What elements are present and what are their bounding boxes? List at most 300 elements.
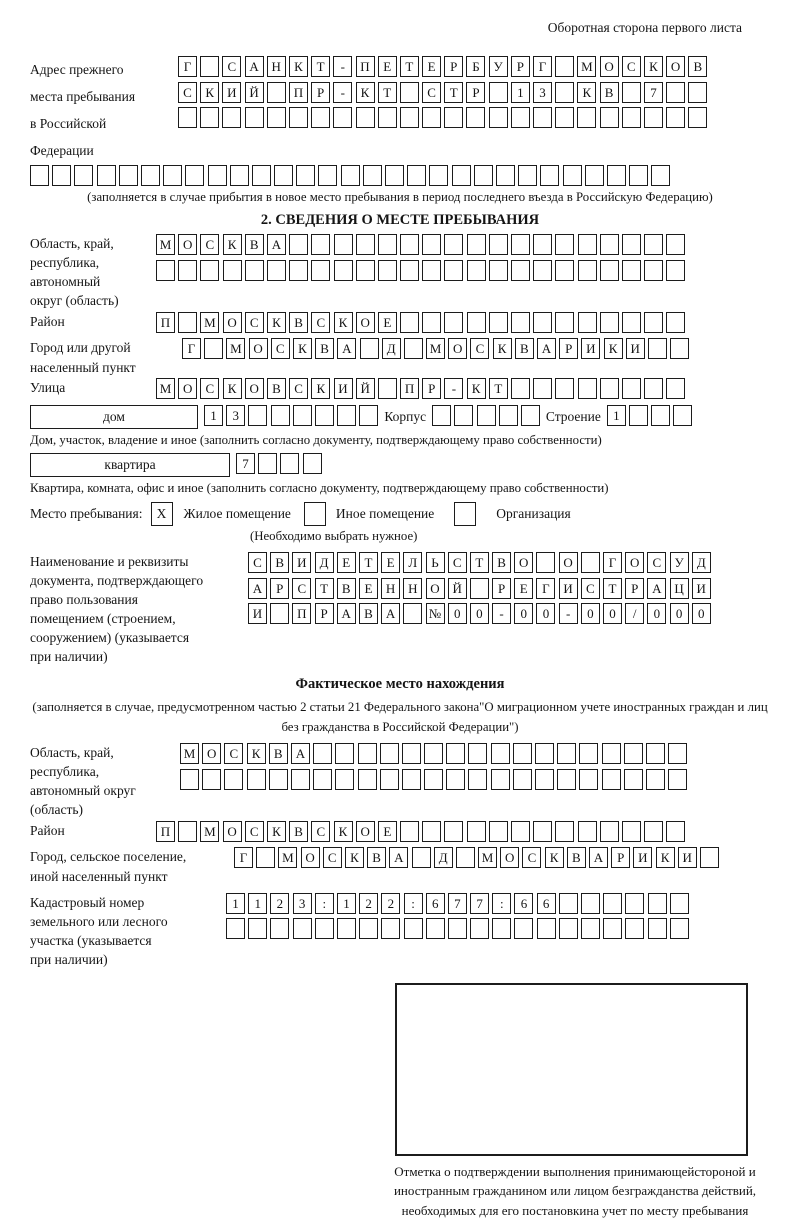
char-cell[interactable]	[555, 82, 574, 103]
char-cell[interactable]: Н	[403, 578, 422, 599]
char-cell[interactable]: П	[356, 56, 375, 77]
char-cell[interactable]	[289, 107, 308, 128]
char-cell[interactable]: 0	[514, 603, 533, 624]
char-cell[interactable]	[256, 847, 275, 868]
char-cell[interactable]: Д	[692, 552, 711, 573]
char-cell[interactable]	[360, 338, 379, 359]
char-cell[interactable]: М	[180, 743, 199, 764]
char-cell[interactable]	[141, 165, 160, 186]
char-cell[interactable]	[557, 743, 576, 764]
char-cell[interactable]	[670, 893, 689, 914]
char-cell[interactable]	[422, 107, 441, 128]
char-cell[interactable]: О	[223, 312, 242, 333]
char-cell[interactable]: П	[400, 378, 419, 399]
char-cell[interactable]: Л	[403, 552, 422, 573]
char-cell[interactable]: Т	[315, 578, 334, 599]
char-cell[interactable]	[404, 918, 423, 939]
char-cell[interactable]: О	[301, 847, 320, 868]
char-cell[interactable]: О	[356, 821, 375, 842]
char-cell[interactable]: К	[644, 56, 663, 77]
char-cell[interactable]	[407, 165, 426, 186]
char-cell[interactable]: О	[514, 552, 533, 573]
char-cell[interactable]: Р	[611, 847, 630, 868]
char-cell[interactable]	[607, 165, 626, 186]
char-cell[interactable]	[446, 743, 465, 764]
char-cell[interactable]: 0	[581, 603, 600, 624]
char-cell[interactable]: -	[559, 603, 578, 624]
char-cell[interactable]: К	[311, 378, 330, 399]
char-cell[interactable]: А	[647, 578, 666, 599]
char-cell[interactable]	[444, 312, 463, 333]
char-cell[interactable]: Р	[511, 56, 530, 77]
char-cell[interactable]: С	[522, 847, 541, 868]
char-cell[interactable]	[600, 312, 619, 333]
char-cell[interactable]	[644, 234, 663, 255]
char-cell[interactable]	[535, 769, 554, 790]
char-cell[interactable]	[622, 82, 641, 103]
char-cell[interactable]: С	[311, 312, 330, 333]
char-cell[interactable]: -	[444, 378, 463, 399]
char-cell[interactable]	[185, 165, 204, 186]
char-cell[interactable]	[555, 234, 574, 255]
char-cell[interactable]	[359, 405, 378, 426]
char-cell[interactable]	[422, 821, 441, 842]
char-cell[interactable]	[521, 405, 540, 426]
char-cell[interactable]	[578, 234, 597, 255]
char-cell[interactable]: К	[545, 847, 564, 868]
char-cell[interactable]	[245, 260, 264, 281]
char-cell[interactable]	[402, 769, 421, 790]
char-cell[interactable]: Ь	[426, 552, 445, 573]
char-cell[interactable]: В	[367, 847, 386, 868]
char-cell[interactable]	[267, 107, 286, 128]
char-cell[interactable]	[668, 743, 687, 764]
char-cell[interactable]: М	[478, 847, 497, 868]
char-cell[interactable]: О	[500, 847, 519, 868]
char-cell[interactable]: О	[426, 578, 445, 599]
char-cell[interactable]	[400, 312, 419, 333]
char-cell[interactable]: К	[334, 821, 353, 842]
char-cell[interactable]: О	[245, 378, 264, 399]
char-cell[interactable]	[537, 918, 556, 939]
char-cell[interactable]: С	[245, 312, 264, 333]
char-cell[interactable]: В	[359, 603, 378, 624]
char-cell[interactable]: П	[156, 312, 175, 333]
char-cell[interactable]	[489, 312, 508, 333]
char-cell[interactable]: К	[345, 847, 364, 868]
char-cell[interactable]: П	[289, 82, 308, 103]
char-cell[interactable]	[648, 918, 667, 939]
char-cell[interactable]	[315, 918, 334, 939]
char-cell[interactable]	[224, 769, 243, 790]
char-cell[interactable]	[492, 918, 511, 939]
char-cell[interactable]: В	[492, 552, 511, 573]
char-cell[interactable]: 6	[537, 893, 556, 914]
char-cell[interactable]: Е	[378, 312, 397, 333]
char-cell[interactable]	[454, 405, 473, 426]
char-cell[interactable]	[97, 165, 116, 186]
char-cell[interactable]	[222, 107, 241, 128]
char-cell[interactable]	[535, 743, 554, 764]
char-cell[interactable]	[651, 165, 670, 186]
char-cell[interactable]: В	[289, 312, 308, 333]
char-cell[interactable]	[252, 165, 271, 186]
char-cell[interactable]	[468, 743, 487, 764]
char-cell[interactable]	[223, 260, 242, 281]
char-cell[interactable]: О	[202, 743, 221, 764]
char-cell[interactable]	[378, 378, 397, 399]
char-cell[interactable]	[581, 552, 600, 573]
char-cell[interactable]	[178, 107, 197, 128]
char-cell[interactable]: Р	[422, 378, 441, 399]
char-cell[interactable]: Т	[489, 378, 508, 399]
char-cell[interactable]	[533, 234, 552, 255]
char-cell[interactable]	[271, 405, 290, 426]
char-cell[interactable]	[163, 165, 182, 186]
char-cell[interactable]: В	[688, 56, 707, 77]
char-cell[interactable]: Й	[356, 378, 375, 399]
char-cell[interactable]: Г	[533, 56, 552, 77]
char-cell[interactable]: Г	[234, 847, 253, 868]
char-cell[interactable]	[467, 312, 486, 333]
char-cell[interactable]	[578, 312, 597, 333]
char-cell[interactable]: А	[389, 847, 408, 868]
char-cell[interactable]	[180, 769, 199, 790]
char-cell[interactable]: 0	[448, 603, 467, 624]
char-cell[interactable]: М	[200, 821, 219, 842]
char-cell[interactable]	[555, 821, 574, 842]
char-cell[interactable]	[248, 405, 267, 426]
char-cell[interactable]	[600, 260, 619, 281]
char-cell[interactable]: И	[581, 338, 600, 359]
char-cell[interactable]	[400, 82, 419, 103]
char-cell[interactable]: Й	[245, 82, 264, 103]
char-cell[interactable]: А	[248, 578, 267, 599]
char-cell[interactable]: М	[226, 338, 245, 359]
char-cell[interactable]	[456, 847, 475, 868]
char-cell[interactable]: К	[293, 338, 312, 359]
char-cell[interactable]	[178, 260, 197, 281]
char-cell[interactable]	[489, 260, 508, 281]
char-cell[interactable]: 1	[607, 405, 626, 426]
char-cell[interactable]	[270, 918, 289, 939]
char-cell[interactable]: Т	[311, 56, 330, 77]
char-cell[interactable]	[52, 165, 71, 186]
char-cell[interactable]	[511, 107, 530, 128]
char-cell[interactable]: Н	[267, 56, 286, 77]
char-cell[interactable]	[311, 260, 330, 281]
char-cell[interactable]	[335, 743, 354, 764]
char-cell[interactable]	[247, 769, 266, 790]
char-cell[interactable]	[400, 234, 419, 255]
char-cell[interactable]: У	[670, 552, 689, 573]
char-cell[interactable]	[666, 378, 685, 399]
char-cell[interactable]	[470, 918, 489, 939]
char-cell[interactable]	[514, 918, 533, 939]
char-cell[interactable]	[269, 769, 288, 790]
char-cell[interactable]: О	[625, 552, 644, 573]
char-cell[interactable]	[629, 405, 648, 426]
char-cell[interactable]: 1	[337, 893, 356, 914]
char-cell[interactable]	[603, 918, 622, 939]
char-cell[interactable]: К	[604, 338, 623, 359]
char-cell[interactable]: С	[470, 338, 489, 359]
char-cell[interactable]: А	[245, 56, 264, 77]
char-cell[interactable]	[30, 165, 49, 186]
char-cell[interactable]: 0	[647, 603, 666, 624]
stay-type-checkbox-organization[interactable]	[454, 502, 476, 526]
char-cell[interactable]: А	[267, 234, 286, 255]
char-cell[interactable]: В	[567, 847, 586, 868]
char-cell[interactable]	[444, 107, 463, 128]
char-cell[interactable]	[402, 743, 421, 764]
char-cell[interactable]: А	[291, 743, 310, 764]
char-cell[interactable]: К	[467, 378, 486, 399]
char-cell[interactable]	[313, 743, 332, 764]
char-cell[interactable]: К	[267, 821, 286, 842]
char-cell[interactable]	[644, 378, 663, 399]
char-cell[interactable]	[646, 743, 665, 764]
char-cell[interactable]	[318, 165, 337, 186]
char-cell[interactable]	[452, 165, 471, 186]
char-cell[interactable]	[467, 260, 486, 281]
char-cell[interactable]: М	[156, 234, 175, 255]
char-cell[interactable]	[511, 260, 530, 281]
char-cell[interactable]	[489, 234, 508, 255]
char-cell[interactable]: С	[289, 378, 308, 399]
char-cell[interactable]	[467, 234, 486, 255]
char-cell[interactable]: К	[577, 82, 596, 103]
char-cell[interactable]	[267, 82, 286, 103]
char-cell[interactable]	[585, 165, 604, 186]
char-cell[interactable]: И	[334, 378, 353, 399]
char-cell[interactable]	[289, 234, 308, 255]
char-cell[interactable]	[644, 821, 663, 842]
char-cell[interactable]: 2	[359, 893, 378, 914]
char-cell[interactable]	[511, 234, 530, 255]
char-cell[interactable]: :	[315, 893, 334, 914]
char-cell[interactable]: Е	[422, 56, 441, 77]
char-cell[interactable]	[578, 821, 597, 842]
char-cell[interactable]: О	[356, 312, 375, 333]
char-cell[interactable]	[358, 743, 377, 764]
char-cell[interactable]	[274, 165, 293, 186]
char-cell[interactable]	[468, 769, 487, 790]
char-cell[interactable]: -	[333, 56, 352, 77]
char-cell[interactable]	[403, 603, 422, 624]
char-cell[interactable]: 0	[670, 603, 689, 624]
char-cell[interactable]	[668, 769, 687, 790]
char-cell[interactable]: Р	[270, 578, 289, 599]
char-cell[interactable]: 0	[470, 603, 489, 624]
char-cell[interactable]	[359, 918, 378, 939]
char-cell[interactable]: О	[666, 56, 685, 77]
char-cell[interactable]: А	[337, 603, 356, 624]
char-cell[interactable]: Е	[514, 578, 533, 599]
char-cell[interactable]: 0	[692, 603, 711, 624]
char-cell[interactable]: 0	[603, 603, 622, 624]
char-cell[interactable]	[356, 234, 375, 255]
char-cell[interactable]	[622, 378, 641, 399]
char-cell[interactable]	[536, 552, 555, 573]
char-cell[interactable]: М	[156, 378, 175, 399]
char-cell[interactable]	[429, 165, 448, 186]
char-cell[interactable]: К	[334, 312, 353, 333]
char-cell[interactable]	[422, 312, 441, 333]
char-cell[interactable]: 0	[536, 603, 555, 624]
char-cell[interactable]: Ц	[670, 578, 689, 599]
char-cell[interactable]	[600, 107, 619, 128]
char-cell[interactable]: Д	[315, 552, 334, 573]
char-cell[interactable]: 3	[226, 405, 245, 426]
char-cell[interactable]: С	[224, 743, 243, 764]
char-cell[interactable]: И	[292, 552, 311, 573]
char-cell[interactable]: К	[267, 312, 286, 333]
char-cell[interactable]	[563, 165, 582, 186]
char-cell[interactable]	[337, 405, 356, 426]
char-cell[interactable]: Д	[382, 338, 401, 359]
char-cell[interactable]	[334, 234, 353, 255]
char-cell[interactable]	[533, 107, 552, 128]
char-cell[interactable]: С	[311, 821, 330, 842]
char-cell[interactable]: Т	[603, 578, 622, 599]
char-cell[interactable]: Г	[603, 552, 622, 573]
char-cell[interactable]	[540, 165, 559, 186]
char-cell[interactable]: Г	[536, 578, 555, 599]
char-cell[interactable]	[688, 82, 707, 103]
char-cell[interactable]: 7	[236, 453, 255, 474]
char-cell[interactable]: В	[267, 378, 286, 399]
char-cell[interactable]: С	[647, 552, 666, 573]
char-cell[interactable]	[625, 918, 644, 939]
char-cell[interactable]	[444, 821, 463, 842]
char-cell[interactable]: Г	[178, 56, 197, 77]
char-cell[interactable]	[581, 893, 600, 914]
char-cell[interactable]	[200, 260, 219, 281]
char-cell[interactable]: /	[625, 603, 644, 624]
char-cell[interactable]	[622, 312, 641, 333]
char-cell[interactable]: В	[337, 578, 356, 599]
char-cell[interactable]	[341, 165, 360, 186]
char-cell[interactable]: 3	[533, 82, 552, 103]
char-cell[interactable]: И	[692, 578, 711, 599]
char-cell[interactable]	[424, 743, 443, 764]
char-cell[interactable]	[258, 453, 277, 474]
char-cell[interactable]	[651, 405, 670, 426]
char-cell[interactable]: С	[581, 578, 600, 599]
char-cell[interactable]	[489, 821, 508, 842]
char-cell[interactable]: С	[200, 234, 219, 255]
char-cell[interactable]	[356, 260, 375, 281]
char-cell[interactable]	[267, 260, 286, 281]
char-cell[interactable]: О	[600, 56, 619, 77]
char-cell[interactable]	[644, 312, 663, 333]
char-cell[interactable]: В	[245, 234, 264, 255]
char-cell[interactable]	[432, 405, 451, 426]
char-cell[interactable]	[474, 165, 493, 186]
char-cell[interactable]: Н	[381, 578, 400, 599]
char-cell[interactable]: Т	[359, 552, 378, 573]
char-cell[interactable]	[489, 82, 508, 103]
char-cell[interactable]	[559, 893, 578, 914]
char-cell[interactable]	[444, 234, 463, 255]
char-cell[interactable]	[156, 260, 175, 281]
char-cell[interactable]: И	[678, 847, 697, 868]
char-cell[interactable]	[245, 107, 264, 128]
char-cell[interactable]	[248, 918, 267, 939]
char-cell[interactable]: И	[559, 578, 578, 599]
char-cell[interactable]: :	[492, 893, 511, 914]
char-cell[interactable]	[555, 312, 574, 333]
char-cell[interactable]: В	[269, 743, 288, 764]
char-cell[interactable]: К	[493, 338, 512, 359]
char-cell[interactable]: Е	[381, 552, 400, 573]
char-cell[interactable]: 7	[448, 893, 467, 914]
char-cell[interactable]	[333, 107, 352, 128]
char-cell[interactable]: Р	[466, 82, 485, 103]
char-cell[interactable]	[646, 769, 665, 790]
char-cell[interactable]: П	[156, 821, 175, 842]
char-cell[interactable]: Г	[182, 338, 201, 359]
char-cell[interactable]	[400, 821, 419, 842]
char-cell[interactable]: Р	[625, 578, 644, 599]
char-cell[interactable]	[491, 743, 510, 764]
char-cell[interactable]	[602, 769, 621, 790]
char-cell[interactable]	[666, 312, 685, 333]
char-cell[interactable]	[378, 234, 397, 255]
char-cell[interactable]	[311, 107, 330, 128]
char-cell[interactable]: -	[333, 82, 352, 103]
char-cell[interactable]: О	[223, 821, 242, 842]
char-cell[interactable]	[496, 165, 515, 186]
char-cell[interactable]	[400, 107, 419, 128]
char-cell[interactable]	[385, 165, 404, 186]
char-cell[interactable]: Д	[434, 847, 453, 868]
char-cell[interactable]	[511, 378, 530, 399]
char-cell[interactable]	[670, 338, 689, 359]
char-cell[interactable]: №	[426, 603, 445, 624]
char-cell[interactable]	[470, 578, 489, 599]
char-cell[interactable]	[315, 405, 334, 426]
char-cell[interactable]: :	[404, 893, 423, 914]
char-cell[interactable]: Р	[315, 603, 334, 624]
char-cell[interactable]	[666, 234, 685, 255]
char-cell[interactable]	[581, 918, 600, 939]
char-cell[interactable]: М	[426, 338, 445, 359]
char-cell[interactable]	[688, 107, 707, 128]
char-cell[interactable]: С	[248, 552, 267, 573]
char-cell[interactable]	[666, 107, 685, 128]
char-cell[interactable]	[579, 743, 598, 764]
char-cell[interactable]	[644, 260, 663, 281]
char-cell[interactable]	[448, 918, 467, 939]
char-cell[interactable]	[700, 847, 719, 868]
char-cell[interactable]: Р	[559, 338, 578, 359]
char-cell[interactable]: О	[249, 338, 268, 359]
char-cell[interactable]: С	[448, 552, 467, 573]
char-cell[interactable]	[670, 918, 689, 939]
char-cell[interactable]	[289, 260, 308, 281]
char-cell[interactable]	[624, 769, 643, 790]
char-cell[interactable]: Б	[466, 56, 485, 77]
char-cell[interactable]	[422, 260, 441, 281]
char-cell[interactable]: О	[559, 552, 578, 573]
char-cell[interactable]: В	[315, 338, 334, 359]
char-cell[interactable]	[603, 893, 622, 914]
char-cell[interactable]	[622, 234, 641, 255]
char-cell[interactable]	[200, 107, 219, 128]
char-cell[interactable]	[491, 769, 510, 790]
